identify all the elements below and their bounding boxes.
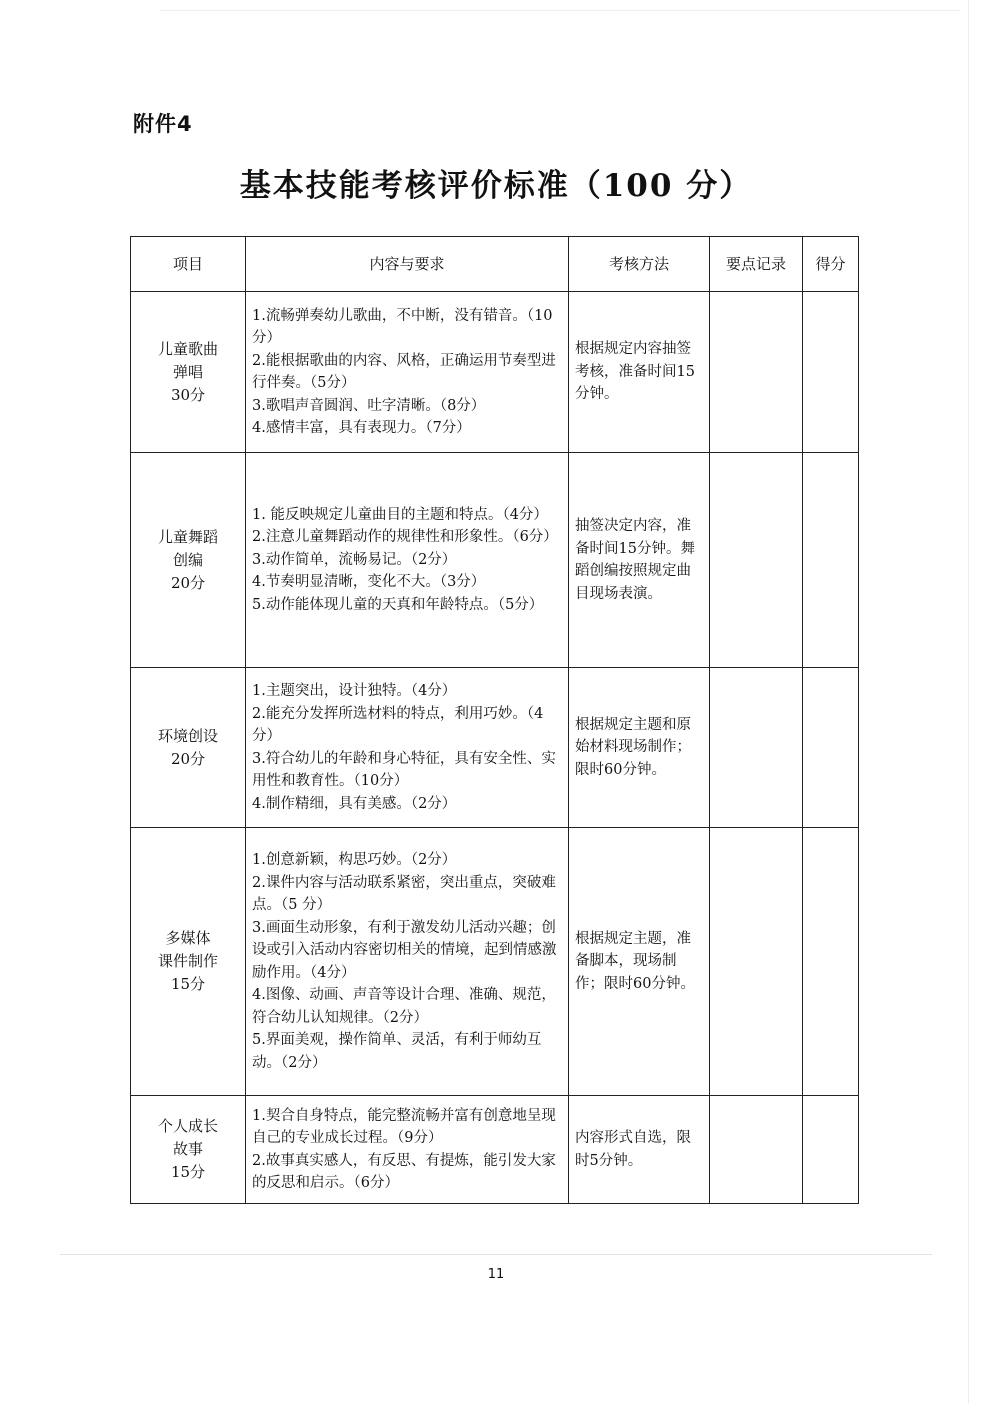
requirement-line: 1.创意新颖，构思巧妙。（2分） bbox=[252, 852, 457, 868]
requirement-line: 3.动作简单，流畅易记。（2分） bbox=[252, 551, 457, 568]
attachment-label: 附件4 bbox=[133, 112, 193, 136]
requirements-cell bbox=[246, 453, 569, 668]
method-cell: 根据规定内容抽签考核，准备时间15分钟。 bbox=[569, 292, 710, 453]
table-row bbox=[131, 292, 859, 453]
requirement-line: 5.界面美观，操作简单、灵活，有利于师幼互动。（2分） bbox=[252, 1032, 542, 1071]
table-row bbox=[131, 1096, 859, 1204]
page-title: 基本技能考核评价标准（100 分） bbox=[239, 168, 753, 204]
requirement-line: 3.画面生动形象，有利于激发幼儿活动兴趣；创设或引入活动内容密切相关的情境，起到情感激励作用。（4分） bbox=[252, 919, 557, 981]
header-requirements: 内容与要求 bbox=[246, 237, 569, 292]
score-cell bbox=[803, 828, 859, 1096]
evaluation-table bbox=[130, 236, 859, 1204]
item-name-line: 儿童舞蹈 bbox=[157, 527, 218, 546]
item-points: 20分 bbox=[170, 573, 206, 592]
notes-cell bbox=[710, 453, 803, 668]
item-points: 30分 bbox=[170, 385, 206, 404]
requirement-line: 2.能充分发挥所选材料的特点，利用巧妙。（4分） bbox=[252, 705, 544, 744]
header-notes: 要点记录 bbox=[710, 237, 803, 292]
method-cell: 内容形式自选，限时5分钟。 bbox=[569, 1096, 710, 1204]
item-name-line: 个人成长 bbox=[157, 1117, 218, 1135]
requirement-line: 2.注意儿童舞蹈动作的规律性和形象性。（6分） bbox=[252, 529, 558, 546]
header-score: 得分 bbox=[803, 237, 859, 292]
page-number: 11 bbox=[487, 1267, 505, 1282]
requirement-line: 2.课件内容与活动联系紧密，突出重点，突破难点。（5 分） bbox=[252, 874, 556, 913]
notes-cell bbox=[710, 668, 803, 828]
requirement-line: 4.感情丰富，具有表现力。（7分） bbox=[252, 420, 471, 436]
item-name-line: 环境创设 bbox=[157, 726, 218, 745]
requirement-line: 4.节奏明显清晰，变化不大。（3分） bbox=[252, 574, 486, 591]
requirement-line: 2.故事真实感人，有反思、有提炼，能引发大家的反思和启示。（6分） bbox=[252, 1152, 556, 1191]
item-points: 15分 bbox=[170, 975, 206, 993]
requirement-line: 3.符合幼儿的年龄和身心特征，具有安全性、实用性和教育性。（10分） bbox=[252, 750, 556, 789]
requirements-cell bbox=[246, 668, 569, 828]
table-row bbox=[131, 453, 859, 668]
header-item: 项目 bbox=[131, 237, 246, 292]
requirements-cell bbox=[246, 1096, 569, 1204]
requirement-line: 1.契合自身特点，能完整流畅并富有创意地呈现自己的专业成长过程。（9分） bbox=[252, 1107, 556, 1146]
requirement-line: 5.动作能体现儿童的天真和年龄特点。（5分） bbox=[252, 596, 544, 613]
score-cell bbox=[803, 1096, 859, 1204]
item-name-line: 创编 bbox=[172, 550, 203, 569]
requirement-line: 3.歌唱声音圆润、吐字清晰。（8分） bbox=[252, 397, 486, 414]
table-header-row bbox=[131, 237, 859, 292]
footer-divider bbox=[60, 1254, 932, 1255]
score-cell bbox=[803, 668, 859, 828]
method-cell: 抽签决定内容，准备时间15分钟。舞蹈创编按照规定曲目现场表演。 bbox=[569, 453, 710, 668]
requirements-cell bbox=[246, 828, 569, 1096]
item-cell bbox=[131, 453, 246, 668]
method-cell: 根据规定主题，准备脚本，现场制作；限时60分钟。 bbox=[569, 828, 710, 1096]
item-cell bbox=[131, 1096, 246, 1204]
scan-edge-right bbox=[968, 0, 969, 1403]
item-cell bbox=[131, 292, 246, 453]
table-row bbox=[131, 828, 859, 1096]
item-name-line: 儿童歌曲 bbox=[157, 339, 218, 358]
scan-edge-top bbox=[160, 10, 960, 11]
item-points: 15分 bbox=[170, 1163, 206, 1181]
score-cell bbox=[803, 453, 859, 668]
requirement-line: 4.制作精细，具有美感。（2分） bbox=[252, 795, 457, 812]
notes-cell bbox=[710, 292, 803, 453]
notes-cell bbox=[710, 828, 803, 1096]
item-name-line: 故事 bbox=[172, 1140, 203, 1158]
requirement-line: 1.主题突出，设计独特。（4分） bbox=[252, 683, 457, 699]
item-name-line: 弹唱 bbox=[172, 362, 203, 381]
item-cell bbox=[131, 668, 246, 828]
requirement-line: 4.图像、动画、声音等设计合理、准确、规范，符合幼儿认知规律。（2分） bbox=[252, 987, 556, 1026]
item-name-line: 课件制作 bbox=[157, 952, 218, 970]
item-name-line: 多媒体 bbox=[165, 929, 211, 947]
notes-cell bbox=[710, 1096, 803, 1204]
item-points: 20分 bbox=[170, 749, 206, 768]
requirement-line: 1.流畅弹奏幼儿歌曲，不中断，没有错音。（10分） bbox=[252, 307, 553, 346]
item-cell bbox=[131, 828, 246, 1096]
header-method: 考核方法 bbox=[569, 237, 710, 292]
requirement-line: 1. 能反映规定儿童曲目的主题和特点。（4分） bbox=[252, 506, 548, 523]
table-row bbox=[131, 668, 859, 828]
method-cell: 根据规定主题和原始材料现场制作；限时60分钟。 bbox=[569, 668, 710, 828]
requirements-cell bbox=[246, 292, 569, 453]
requirement-line: 2.能根据歌曲的内容、风格，正确运用节奏型进行伴奏。（5分） bbox=[252, 352, 556, 391]
score-cell bbox=[803, 292, 859, 453]
